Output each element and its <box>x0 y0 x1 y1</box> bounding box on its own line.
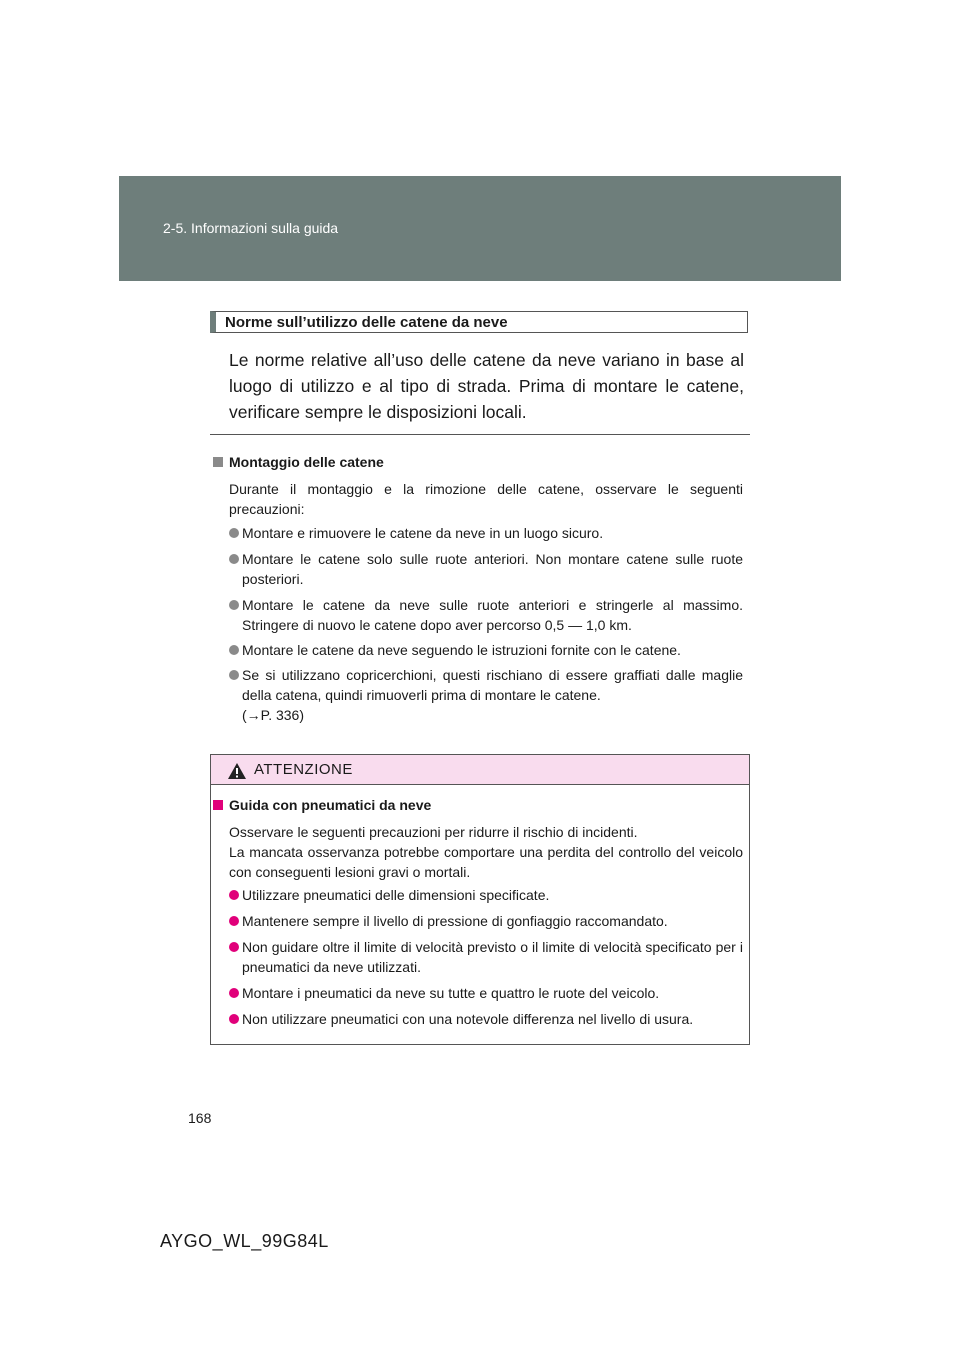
montaggio-text: Durante il montaggio e la rimozione delle catene, osservare le seguenti precauzioni: <box>229 481 743 517</box>
list-item <box>229 640 743 660</box>
list-item <box>229 1009 743 1029</box>
warning-triangle-icon <box>227 762 247 780</box>
list-item-text: Montare e rimuovere le catene da neve in un luogo sicuro. <box>242 525 604 541</box>
list-item <box>229 885 743 905</box>
warning-line-1: Osservare le seguenti precauzioni per ridurre il rischio di incidenti. <box>229 824 638 840</box>
list-item <box>229 595 743 635</box>
section-heading: Norme sull’utilizzo delle catene da neve <box>225 314 508 331</box>
list-item-text: Montare le catene da neve seguendo le istruzioni fornite con le catene. <box>242 642 681 658</box>
square-bullet-icon <box>213 800 223 810</box>
montaggio-heading-text: Montaggio delle catene <box>229 454 384 470</box>
page-reference-link[interactable]: (→P. 336) <box>242 707 304 723</box>
list-item <box>229 911 743 931</box>
bullet-dot-icon <box>229 1014 239 1024</box>
list-item <box>229 549 743 589</box>
divider <box>210 434 750 435</box>
bullet-dot-icon <box>229 645 239 655</box>
list-item <box>229 983 743 1003</box>
page-number: 168 <box>188 1110 212 1126</box>
bullet-dot-icon <box>229 528 239 538</box>
section-heading-box <box>210 311 748 333</box>
warning-title: ATTENZIONE <box>254 761 353 778</box>
header-band <box>119 176 841 281</box>
list-item-text: Montare le catene da neve sulle ruote anteriori e stringerle al massimo. Stringere di nuovo le catene dopo aver percorso 0,5 — 1,0 km. <box>242 597 743 633</box>
warning-heading <box>213 797 431 813</box>
list-item-text: Montare i pneumatici da neve su tutte e quattro le ruote del veicolo. <box>242 985 660 1001</box>
bullet-dot-icon <box>229 554 239 564</box>
list-item <box>229 523 743 543</box>
section-title: 2-5. Informazioni sulla guida <box>163 220 339 236</box>
bullet-dot-icon <box>229 916 239 926</box>
bullet-dot-icon <box>229 942 239 952</box>
warning-heading-text: Guida con pneumatici da neve <box>229 797 432 813</box>
intro-paragraph: Le norme relative all’uso delle catene da neve variano in base al luogo di utilizzo e al tipo di strada. Prima di montare le catene, verificare sempre le disposizioni locali. <box>229 350 744 422</box>
list-item <box>229 665 743 705</box>
square-bullet-icon <box>213 457 223 467</box>
document-code: AYGO_WL_99G84L <box>160 1231 329 1251</box>
bullet-dot-icon <box>229 600 239 610</box>
list-item-text: Non guidare oltre il limite di velocità previsto o il limite di velocità specificato per i pneumatici da neve utilizzati. <box>242 939 743 975</box>
list-item <box>229 937 743 977</box>
warning-header <box>211 755 749 785</box>
list-item-text: Montare le catene solo sulle ruote anteriori. Non montare catene sulle ruote posteriori. <box>242 551 743 587</box>
bullet-dot-icon <box>229 988 239 998</box>
bullet-dot-icon <box>229 670 239 680</box>
montaggio-heading <box>213 454 384 470</box>
list-item-text: Mantenere sempre il livello di pressione di gonfiaggio raccomandato. <box>242 913 668 929</box>
bullet-dot-icon <box>229 890 239 900</box>
list-item-text: Non utilizzare pneumatici con una notevole differenza nel livello di usura. <box>242 1011 694 1027</box>
list-item-text: Utilizzare pneumatici delle dimensioni specificate. <box>242 887 550 903</box>
warning-line-2: La mancata osservanza potrebbe comportare una perdita del controllo del veicolo con conseguenti lesioni gravi o mortali. <box>229 844 743 880</box>
list-item-text: Se si utilizzano copricerchioni, questi rischiano di essere graffiati dalle maglie della catena, quindi rimuoverli prima di montare le catene. <box>242 667 743 703</box>
